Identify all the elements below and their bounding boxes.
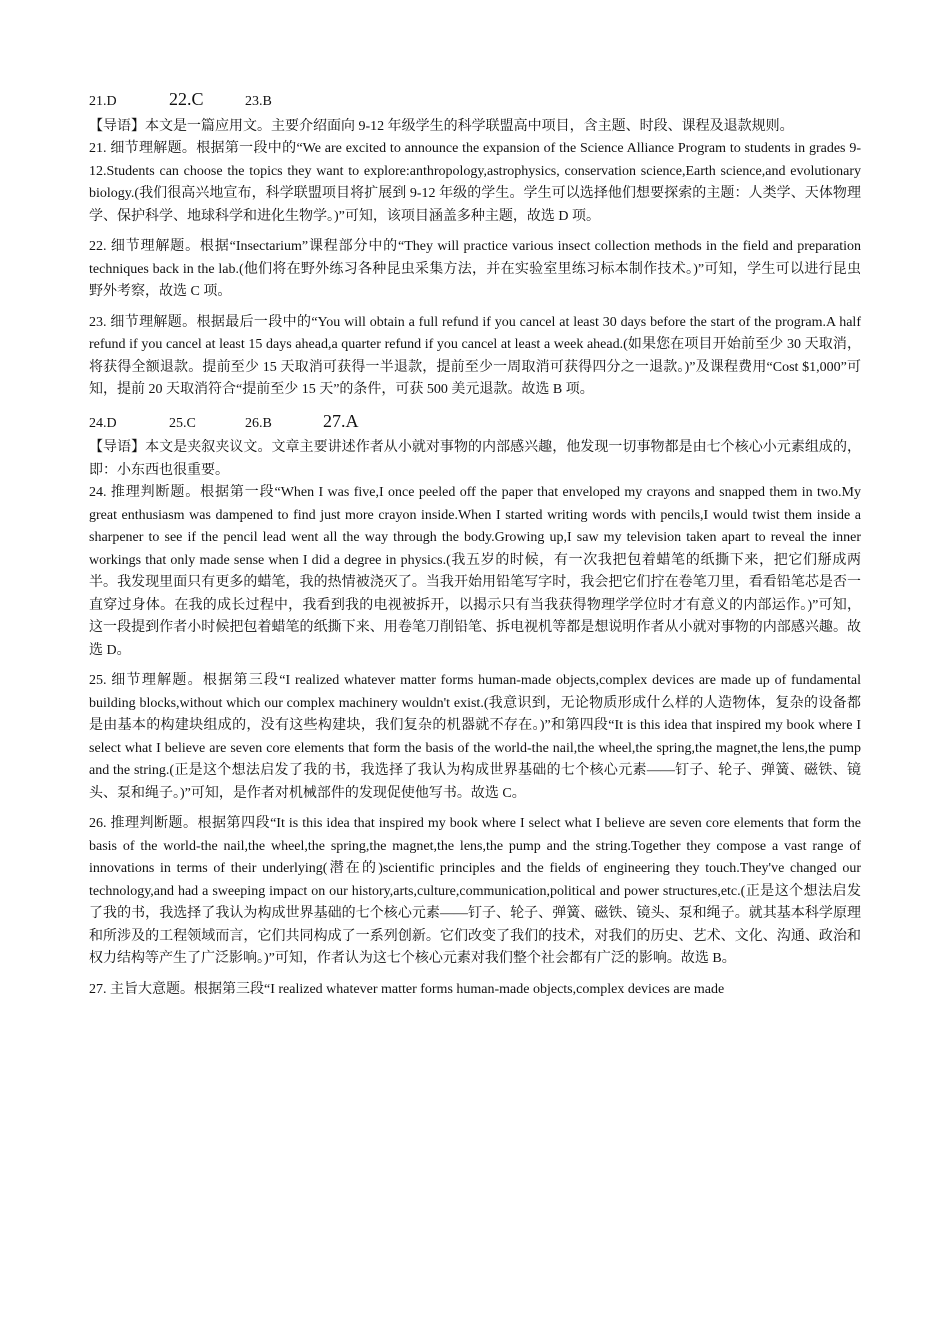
answer-explanation-page <box>89 88 861 1001</box>
answer-22: 22.C <box>169 89 204 109</box>
answer-key-row-2 <box>89 410 861 436</box>
explanation-22: 22. 细节理解题。根据“Insectarium”课程部分中的“They will practice various insect collection methods in the field and preparation techniques back in the lab.(他们将在野外练习各种昆虫采集方法，并在实验室里练习标本制作技术。)”可知，学生可以进行昆虫野外考察，故选 C 项。 <box>89 239 861 299</box>
intro-section-2: 【导语】本文是夹叙夹议文。文章主要讲述作者从小就对事物的内部感兴趣，他发现一切事物都是由七个核心小元素组成的，即：小东西也很重要。 <box>89 440 861 478</box>
intro-section-1: 【导语】本文是一篇应用文。主要介绍面向 9-12 年级学生的科学联盟高中项目，含主题、时段、课程及退款规则。 <box>89 118 794 134</box>
answer-23: 23.B <box>245 94 272 109</box>
explanation-27: 27. 主旨大意题。根据第三段“I realized whatever matter forms human-made objects,complex devices are made <box>89 981 725 997</box>
answer-25: 25.C <box>169 415 196 431</box>
explanation-24: 24. 推理判断题。根据第一段“When I was five,I once peeled off the paper that enveloped my crayons and snapped them in two.My great enthusiasm was dampened to find just more crayon inside.When I started writing words with pencils,I would twist them inside a sharpener to see if the pencil lead went all the way through the body.Growing up,I saw my television taken apart to reveal the inner workings that only made sense when I did a degree in physics.(我五岁的时候，有一次我把包着蜡笔的纸撕下来，把它们掰成两半。我发现里面只有更多的蜡笔，我的热情被浇灭了。当我开始用铅笔写字时，我会把它们拧在卷笔刀里，看看铅笔芯是否一直穿过身体。在我的成长过程中，我看到我的电视被拆开，以揭示只有当我获得物理学学位时才有意义的内部运作。)”可知，这一段提到作者小时候把包着蜡笔的纸撕下来、用卷笔刀削铅笔、拆电视机等都是想说明作者从小就对事物的内部感兴趣。故选 D。 <box>89 485 861 658</box>
answer-21: 21.D <box>89 94 117 109</box>
explanation-26: 26. 推理判断题。根据第四段“It is this idea that inspired my book where I select what I believe are seven core elements that form the basis of the world-the nail,the wheel,the spring,the magnet,the lens,the pump and the string.Together they compose a vast range of innovations in terms of their underlying(潜在的)scientific principles and the fields of engineering they touch.They've changed our technology,and had a sweeping impact on our history,arts,culture,communication,political and power structures,etc.(正是这个想法启发了我的书，我选择了我认为构成世界基础的七个核心元素——钉子、轮子、弹簧、磁铁、镜头、泵和绳子。就其基本科学原理和所涉及的工程领域而言，它们共同构成了一系列创新。它们改变了我们的技术，对我们的历史、艺术、文化、沟通、政治和权力结构等产生了广泛影响。)”可知，作者认为这七个核心元素对我们整个社会都有广泛的影响。故选 B。 <box>89 816 861 966</box>
answer-26: 26.B <box>245 415 272 431</box>
answer-27: 27.A <box>323 410 359 431</box>
answer-24: 24.D <box>89 415 117 431</box>
answer-key-row-1 <box>89 88 861 114</box>
explanation-21: 21. 细节理解题。根据第一段中的“We are excited to announce the expansion of the Science Alliance Program to students in grades 9-12.Students can choose the topics they want to explore:anthropology,astrophysics, conservation science,Earth science,and evolutionary biology.(我们很高兴地宣布，科学联盟项目将扩展到 9-12 年级的学生。学生可以选择他们想要探索的主题：人类学、天体物理学、保护科学、地球科学和进化生物学。)”可知，该项目涵盖多种主题，故选 D 项。 <box>89 141 861 224</box>
explanation-23: 23. 细节理解题。根据最后一段中的“You will obtain a full refund if you cancel at least 30 days before the start of the program.A half refund if you cancel at least 15 days ahead,a quarter refund if you cancel at least a week ahead.(如果您在项目开始前至少 30 天取消，将获得全额退款。提前至少 15 天取消可获得一半退款，提前至少一周取消可获得四分之一退款。)”及课程费用“Cost $1,000”可知，提前 20 天取消符合“提前至少 15 天”的条件，可获 500 美元退款。故选 B 项。 <box>89 314 861 397</box>
explanation-25: 25. 细节理解题。根据第三段“I realized whatever matter forms human-made objects,complex devices are made up of fundamental building blocks,without which our complex machinery wouldn't exist.(我意识到，无论物质形成什么样的人造物体，复杂的设备都是由基本的构建块组成的，没有这些构建块，我们复杂的机器就不存在。)”和第四段“It is this idea that inspired my book where I select what I believe are seven core elements that form the basis of the world-the nail,the wheel,the spring,the magnet,the lens,the pump and the string.(正是这个想法启发了我的书，我选择了我认为构成世界基础的七个核心元素——钉子、轮子、弹簧、磁铁、镜头、泵和绳子。)”可知，是作者对机械部件的发现促使他写书。故选 C。 <box>89 673 861 801</box>
